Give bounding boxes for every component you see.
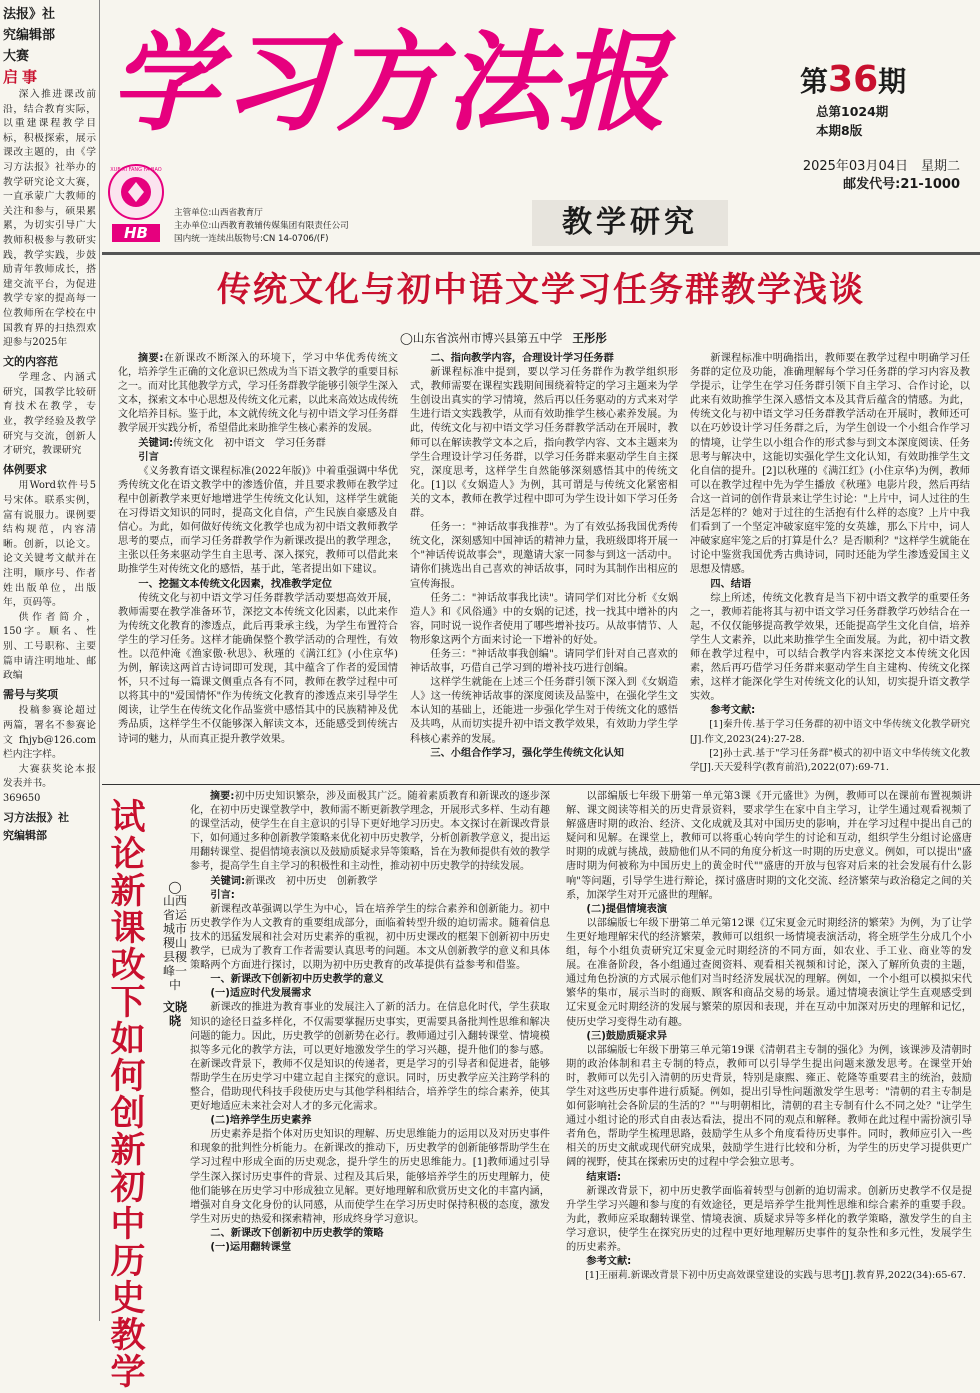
notice-footer-1: 大赛获奖论本报发表并书。: [3, 763, 96, 790]
notice-section-scope: 文的内容范: [3, 354, 58, 368]
article-divider: [102, 784, 980, 785]
newspaper-title: 学习方法报: [110, 21, 671, 146]
contest-notice-strip: [0, 0, 100, 1321]
article2-conclusion-heading: 结束语:: [586, 1171, 622, 1183]
article1-column-2: [410, 352, 678, 792]
article2-author: 文晓晓: [163, 1000, 188, 1028]
notice-footer-4: 究编辑部: [3, 829, 47, 843]
section-label: 教学研究: [532, 200, 728, 246]
article2-byline: [163, 880, 187, 1028]
emblem-text: XUE XI FANG FA BAO: [110, 167, 162, 173]
sponsor-line: 主办单位:山西教育教辅传媒集团有限责任公司: [174, 221, 349, 231]
publish-date: 2025年03月04日 星期二: [802, 159, 960, 174]
notice-heading-2: 究编辑部: [3, 28, 56, 43]
abstract-label: 摘要:: [138, 353, 164, 364]
article2-s1b-heading: (二)培养学生历史素养: [210, 1115, 312, 1127]
notice-awards-text: 投稿参赛论超过两篇，署名不参赛论文fhjyb@126.com栏内注字样。: [3, 705, 96, 761]
notice-section-awards: 需号与奖项: [3, 687, 58, 701]
article1-s3-text: 新课程标准中明确指出，教师要在教学过程中明确学习任务群的定位及功能，准确理解每个学习任务群的学习内容及教学提示，让学生在学习任务群引领下自主学习、合作讨论，以此来有效助推学生深入感悟文本及其背后蕴含的情感。为此，传统文化与初中语文学习任务群教学活动在开展时，教师还可以在巧妙设计学习任务群之后，为学生创设一个小组合作学习的情境，让学生以小组合作的形式参与到文本深度阅读、任务思考与解决中，这能切实强化学生文化认知，有效助推学生文化自信的提升。[2]以秋瑾的《满江红》(小住京华)为例，教师可以在教学过程中先为学生播放《秋瑾》电影片段，然后再结合这一首词的创作背景来让学生讨论："上片中，词人过往的生活是怎样的？她对于过往的生活抱有什么样的态度？上片中我们看到了一个坚定冲破家庭牢笼的女英雄，那么下片中，词人冲破家庭牢笼之后的打算是什么？是否顺利？"这样学生就能在讨论中鉴赏我国优秀古典诗词，同时还能为学生渗透爱国主义思想及情感。: [690, 353, 970, 576]
sponsor-info: [174, 207, 349, 246]
article2-ref-1: [1]王丽莉.新课改背景下初中历史高效课堂建设的实践与思考[J].教育界,2022(34):65-67.: [585, 1270, 966, 1282]
article1-abstract: [118, 352, 398, 437]
issue-suffix: 期: [878, 65, 907, 98]
article1-title: 传统文化与初中语文学习任务群教学浅谈: [217, 270, 865, 310]
notice-format-text: 用Word软件号5号宋体。联系实例，富有说服力。课例要结构规范，内容清晰。创新，以论文。论文关键考文献并在注明，顺序号、作者姓出版单位，出版年，页码等。: [3, 480, 96, 609]
article1-ref-2: [2]孙士武.基于"学习任务群"模式的初中语文中华传统文化教学[J].天天爱科学(教育前沿),2022(07):69-71.: [690, 747, 970, 773]
notice-heading-3: 大赛: [3, 49, 30, 64]
notice-footer-2: 369650: [3, 792, 41, 804]
article1-task2: 任务二："神话故事我比读"。请同学们对比分析《女娲造人》和《风俗通》中的女娲的记述，找一找其中增补的内容，同时说一说作者使用了哪些增补技巧。从故事情节、人物形象这两个方面来讨论一下增补的好处。: [410, 592, 678, 646]
article1-s1-text: 传统文化与初中语文学习任务群教学活动要想高效开展，教师需要在教学准备环节，深挖文本传统文化因素，以此来作为传统文化教育的渗透点，此后再秉承主线，为学生布置符合学生的学习任务。这样才能确保整个教学活动的合理性，有效性。以范仲淹《渔家傲·秋思》、秋瑾的《满江红》(小住京华)为例，解读这两首古诗词即可发现，其中蕴含了作者的爱国情怀，只不过每一篇课文侧重点各有不同，教师在教学过程中可以将其中的"爱国情怀"作为传统文化教育的渗透点来引导学生阅读，让学生在传统文化作品鉴赏中感悟其中的民族精神及优秀品质，这样学生不仅能够深入解读文本，还能感受到传统古诗词的魅力，从而真正提升教学效果。: [118, 592, 398, 745]
article2-s2b-text: 以部编版七年级下册第二单元第12课《辽宋夏金元时期经济的繁荣》为例，为了让学生更好地理解宋代的经济繁荣，教师可以组织一场情境表演活动，将全班学生分成几个小组，每个小组负责研究辽宋夏金元时期经济的不同方面，如农业、手工业、商业等的发展。在准备阶段，各小组通过查阅资料、观看相关视频和讨论，深入了解所负责的主题，通过角色扮演的方式展示他们对当时经济发展状况的理解。例如，一个小组可以模拟宋代繁华的集市，展示当时的商贩、顾客和商品交易的场景。通过情境表演让学生直观感受到辽宋夏金元时期经济的发展与繁荣的原因和表现，并在互动中加深对历史的理解和记忆，使历史学习变得生动有趣。: [566, 917, 972, 1028]
keywords-label: 关键词:: [138, 437, 174, 449]
emblem-logo-icon: [106, 160, 166, 244]
article1-keywords: [118, 437, 398, 451]
article2-s1a-heading: (一)适应时代发展需求: [210, 988, 312, 1000]
issue-info: [780, 60, 976, 140]
notice-scope-text: 学理念、内涵式研究，国教学比较研育技术在教学，专业，教学经验及教学研究与交流，创新人才研究，教课研究: [3, 372, 96, 457]
abstract-text: 初中历史知识繁杂，涉及面极其广泛。随着素质教育和新课改的逐步深化，在初中历史课堂教学中，教师需不断更新教学理念，开展形式多样、生动有趣的课堂活动，使学生在自主意识的引导下更好地学习历史。本文探讨在新课改背景下，如何通过多种创新教学策略来优化初中历史教学，分析创新教学意义，提出运用翻转课堂、提倡情境表演以及鼓励质疑求异等策略，旨在为教师提供有效的教学参考，提高学生自主学习的积极性和主动性，推动初中历史教学的持续发展。: [190, 791, 551, 873]
notice-author-text: 供作者简介，150字。顺名、性别、工号职称、主要篇申请注明地址、邮政编: [3, 611, 96, 682]
keywords-text: 传统文化 初中语文 学习任务群: [173, 437, 326, 449]
article1-task3: 任务三："神话故事我创编"。请同学们针对自己喜欢的神话故事，巧借自己学习到的增补技巧进行创编。: [410, 648, 678, 675]
article2-column-2: [566, 790, 972, 1310]
abstract-text: 在新课改不断深入的环境下，学习中华优秀传统文化，培养学生正确的文化意识已然成为当下语文教学的重要目标之一。而对比其他教学方式，学习任务群教学能够引领学生深入文本，探索文本中心思想及传统文化元素，以此来高效达成传统文化培养目标。鉴于此，本文就传统文化与初中语文学习任务群教学展开实践分析，希望借此来助推学生核心素养的发展。: [118, 353, 399, 435]
article1-s4-text: 综上所述，传统文化教育是当下初中语文教学的重要任务之一，教师若能将其与初中语文学习任务群教学巧妙结合在一起，不仅仅能够提高教学效果，还能提高学生文化自信，培养学生人文素养，以此来助推学生全面发展。为此，初中语文教师在教学过程中，可以结合教学内容来深挖文本传统文化因素，然后再巧借学习任务群来驱动学生自主建构、传统文化探索，这样才能深化学生对传统文化的认知，切实提升语文教学实效。: [690, 592, 970, 703]
issue-number-value: 36: [828, 59, 879, 100]
article1-s4-heading: 四、结语: [710, 578, 752, 590]
notice-heading-1: 法报》社: [3, 7, 56, 22]
sponsor-line: 国内统一连续出版物号:CN 14-0706/(F): [174, 234, 329, 244]
date-info: [782, 158, 978, 194]
article2-affiliation: ◯山西省运城市稷山县稷峰一中: [163, 880, 188, 992]
total-issue: 总第1024期: [816, 104, 889, 119]
article1-ref-1: [1]秦升传.基于学习任务群的初中语文中华传统文化教学研究[J].作文,2023(24):27-28.: [690, 719, 970, 745]
notice-footer-3: 习方法报》社: [3, 810, 69, 824]
article2-column-1: [190, 790, 550, 1310]
article1-author: 王彤彤: [572, 331, 607, 345]
article2-s2-heading: 二、新课改下创新初中历史教学的策略: [210, 1227, 384, 1239]
article1-s3-heading: 三、小组合作学习，强化学生传统文化认知: [430, 747, 624, 759]
emblem-letters: HB: [124, 224, 148, 242]
notice-section-format: 体例要求: [3, 462, 47, 476]
masthead: [102, 0, 980, 255]
article2-intro-heading: 引言:: [210, 889, 235, 901]
sponsor-line: 主管单位:山西省教育厅: [174, 208, 263, 218]
article1-column-1: [118, 352, 398, 792]
article1-s1-heading: 一、挖掘文本传统文化因素，找准教学定位: [138, 578, 332, 590]
postal-code: 邮发代号:21-1000: [843, 177, 960, 192]
article1-byline: [400, 330, 607, 346]
article1-task1: 任务一："神话故事我推荐"。为了有效弘扬我国优秀传统文化，深刻感知中国神话的精神力量，我班级即将开展一个"神话传说故事会"，现邀请大家一同参与到这一活动中。请你们挑选出自己喜欢的神话故事，同时为其制作出相应的宣传海报。: [410, 522, 678, 590]
notice-intro: 深入推进课改前沿，结合教育实际，以重建课程教学目标，积极探索，展示课改主题的，由《学习方法报》社举办的教学研究论文大赛，一直承蒙广大教师的关注和参与，硕果累累，为切实引导广大教师积极参与教研实践，教学实践，步鼓励青年教师成长，搭建交流平台，为促进教学专家的提高每一位教师所在学校在中国教育界的扫热烈欢迎参与2025年: [3, 89, 96, 349]
article2-s2c-text: 以部编版七年级下册第三单元第19课《清朝君主专制的强化》为例，该课涉及清朝时期的政治体制和君主专制的特点，教师可以引导学生提出问题来激发思考。在课堂开始时，教师可以先引入清朝的历史背景，特别是康熙、雍正、乾隆等重要君主的统治，鼓励学生对这些历史事件进行质疑。例如，提出引导性问题激发学生思考："清朝的君主专制是如何影响社会各阶层的生活的？""与明朝相比，清朝的君主专制有什么不同之处？"让学生通过小组讨论的形式自由表达看法，提出不同的观点和解释。教师在此过程中需扮演引导者角色，帮助学生梳理思路，鼓励学生从多个角度看待历史事件。同时，教师应引入一些相关的历史文献或现代研究成果，鼓励学生进行比较和分析，为学生的历史学习提供更广阔的视野，使其在探索历史的过程中学会独立思考。: [566, 1044, 972, 1169]
article2-s1a-text: 新课改的推进为教育事业的发展注入了新的活力。在信息化时代，学生获取知识的途径日益多样化，不仅需要掌握历史事实，更需要具备批判性思维和解决问题的能力。因此，历史教学的创新势在必行。教师通过引入翻转课堂、情境模拟等多元化的教学方法，可以更好地激发学生的学习兴趣，提升他们的参与感。在新课改背景下，教师不仅是知识的传递者，更是学习的引导者和促进者，能够帮助学生在历史学习中建立起自主探究的意识。同时，历史教学应关注跨学科的整合，借助现代科技手段使历史与其他学科相结合，培养学生的综合素养，使其更好地适应未来社会对人才的多元化需求。: [190, 1002, 550, 1113]
article2-s2b-heading: (二)提倡情境表演: [586, 903, 668, 915]
masthead-rule: [102, 252, 980, 255]
article1-s2-end: 这样学生就能在上述三个任务群引领下深入到《女娲造人》这一传统神话故事的深度阅读及品鉴中，在强化学生文本认知的基础上，还能进一步强化学生对于传统文化的感悟及共鸣，从而切实提升初中语文教学效果，有效助力学生学科核心素养的发展。: [410, 677, 678, 745]
article1-refs-heading: 参考文献:: [710, 705, 756, 717]
article2-abstract: [190, 790, 550, 875]
page-count: 本期8版: [816, 123, 863, 138]
article2-s1-heading: 一、新课改下创新初中历史教学的意义: [210, 974, 384, 986]
article1-s2-heading: 二、指向教学内容，合理设计学习任务群: [430, 353, 614, 364]
article2-s2a-heading: (一)运用翻转课堂: [210, 1242, 292, 1253]
issue-number: [780, 60, 976, 102]
notice-heading-4: 启事: [3, 68, 42, 86]
keywords-text: 新课改 初中历史 创新教学: [245, 875, 378, 887]
article2-s1b-text: 历史素养是指个体对历史知识的理解、历史思维能力的运用以及对历史事件和现象的批判性分析能力。在新课改的推动下，历史教学的创新能够帮助学生在学习过程中形成全面的历史观念，提升学生的历史思维能力。[1]教师通过引导学生深入探讨历史事件的背景、过程及其后果，能够培养学生的历史理解力，使他们能够在历史学习中形成独立见解。更好地理解和欣赏历史文化的丰富内涵，增强对自身文化身份的认同感，从而使学生在学习历史时保持积极的态度，激发学生对历史的热爱和探索精神，形成终身学习意识。: [190, 1129, 550, 1225]
article1-column-3: [690, 352, 970, 792]
article2-title: 试论新课改下如何创新初中历史教学: [110, 798, 146, 1393]
article2-intro: 新课程改革强调以学生为中心，旨在培养学生的综合素养和创新能力。初中历史教学作为人文教育的重要组成部分，面临着转型升级的迫切需求。随着信息技术的迅猛发展和社会对历史素养的重视，初中历史课改的框架下创新初中历史教学，已成为了教育工作者需要认真思考的问题。本文从创新教学的意义和具体策略两个方面进行探讨，以期为初中历史教育的改革提供有益参考和借鉴。: [190, 903, 550, 972]
article2-s2a-text: 以部编版七年级下册第一单元第3课《开元盛世》为例，教师可以在课前布置视频讲解、课文阅读等相关的历史背景资料，要求学生在家中自主学习，让学生通过观看视频了解盛唐时期的政治、经济、文化成就及其对中国历史的影响，并在学习过程中提出自己的疑问和见解。在课堂上，教师可以将重心转向学生的讨论和互动，组织学生分组讨论盛唐时期的成就与挑战，鼓励他们从不同的角度分析这一时期的历史意义。例如，可以提出"盛唐时期为何被称为中国历史上的黄金时代""盛唐的开放与包容对后来的社会发展有什么影响"等问题，引导学生进行辩论，探讨盛唐时期的文化交流、经济繁荣与政治稳定之间的关系，加深学生对开元盛世的理解。: [566, 791, 972, 901]
article1-intro: 《义务教育语文课程标准(2022年版)》中着重强调中华优秀传统文化在语文教学中的渗透价值，并且要求教师在教学过程中创新教学来更好地增进学生传统文化认知，这样学生就能在习得语文知识的同时，提高文化自信，产生民族自豪感及自信心。为此，如何做好传统文化教学也成为初中语文教师教学思考的要点，而学习任务群教学作为新课改提出的教学理念，主张以任务来驱动学生自主思考、深入探究，教师可以借此来助推学生对传统文化的感悟，基于此，笔者提出如下建议。: [118, 465, 398, 576]
article1-intro-heading: 引言: [138, 451, 159, 463]
article2-refs-heading: 参考文献:: [586, 1256, 632, 1268]
article2-s2c-heading: (三)鼓励质疑求异: [586, 1030, 668, 1042]
article2-conclusion-text: 新课改背景下，初中历史教学面临着转型与创新的迫切需求。创新历史教学不仅是提升学生学习兴趣和参与度的有效途径，更是培养学生批判性思维和综合素养的重要手段。为此，教师应采取翻转课堂、情境表演、质疑求异等多样化的教学策略，激发学生的自主学习意识，使学生在探究历史的过程中更好地理解历史事件的复杂性和多元性，发展学生的历史素养。: [566, 1185, 972, 1253]
article1-affiliation: ◯山东省滨州市博兴县第五中学: [400, 331, 563, 345]
article1-s2-text: 新课程标准中提到，要以学习任务群作为教学组织形式，教师需要在课程实践期间围绕着特定的学习主题来为学生创设出真实的学习情境，然后再以任务驱动的方式来对学生进行语文实践教学，从而有效助推学生核心素养发展。为此，传统文化与初中语文学习任务群教学活动在开展时，教师可以在解读教学文本之后，指向教学内容、文本主题来为学生合理设计学习任务群，以学习任务群来驱动学生自主探究，深度思考，这样学生自然能够深刻感悟其中的传统文化。[1]以《女娲造人》为例，其可谓是与传统文化紧密相关的文本，教师在教学过程中即可为学生设计如下学习任务群。: [410, 367, 678, 520]
keywords-label: 关键词:: [210, 875, 246, 887]
abstract-label: 摘要:: [210, 791, 235, 802]
article2-keywords: [190, 875, 550, 889]
issue-prefix: 第: [800, 65, 829, 98]
